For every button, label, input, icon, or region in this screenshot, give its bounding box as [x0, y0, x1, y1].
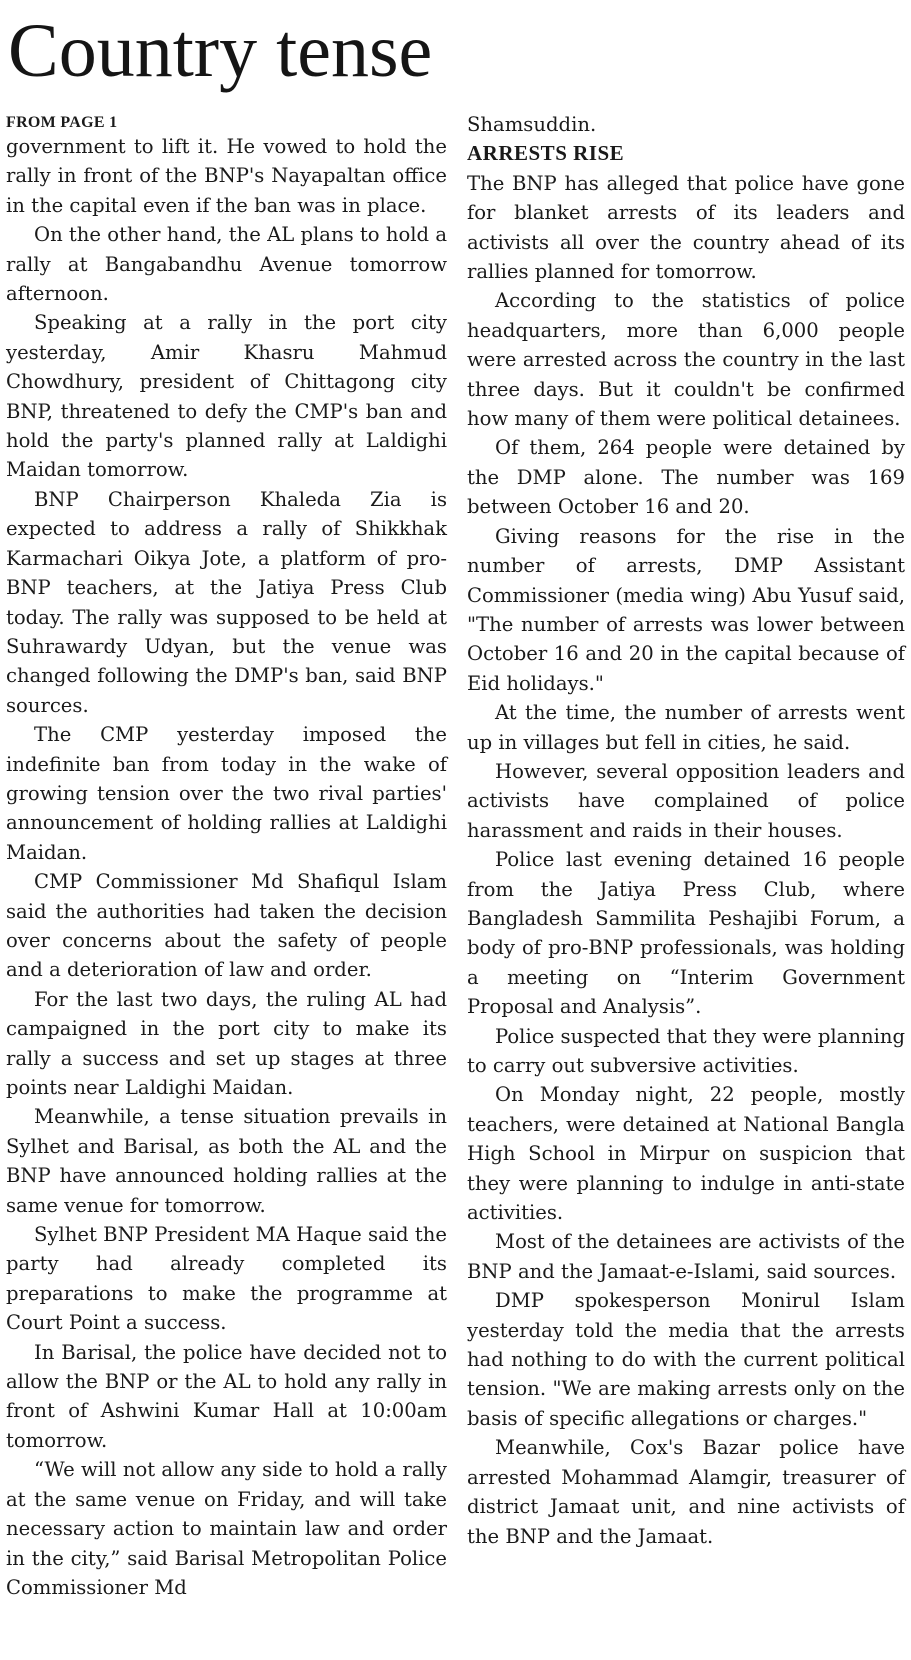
paragraph: Police last evening detained 16 people from the Jatiya Press Club, where Bangladesh Sammilita Peshajibi Forum, a body of pro-BNP professionals, was holding a meeting on “Interim Government Proposal and Analysis”. — [467, 848, 905, 1019]
paragraph: The CMP yesterday imposed the indefinite ban from today in the wake of growing tension over the two rival parties' announcement of holding rallies at Laldighi Maidan. — [6, 723, 447, 864]
paragraph: Of them, 264 people were detained by the DMP alone. The number was 169 between October 16 and 20. — [467, 436, 905, 519]
paragraph: Sylhet BNP President MA Haque said the party had already completed its preparations to make the programme at Court Point a success. — [6, 1223, 447, 1335]
kicker: FROM PAGE 1 — [6, 114, 118, 131]
paragraph: The BNP has alleged that police have gone for blanket arrests of its leaders and activists all over the country ahead of its rallies planned for tomorrow. — [467, 171, 905, 284]
right-column — [467, 110, 905, 1551]
paragraph: At the time, the number of arrests went up in villages but fell in cities, he said. — [467, 701, 905, 754]
paragraph-continuation: Shamsuddin. — [467, 113, 597, 136]
paragraph: BNP Chairperson Khaleda Zia is expected to address a rally of Shikkhak Karmachari Oikya Jote, a platform of pro-BNP teachers, at the Jatiya Press Club today. The rally was supposed to be held at Suhrawardy Udyan, but the venue was changed following the DMP's ban, said BNP sources. — [6, 487, 447, 717]
paragraph: Giving reasons for the rise in the number of arrests, DMP Assistant Commissioner (media wing) Abu Yusuf said, "The number of arrests was lower between October 16 and 20 in the capital because of Eid holidays." — [467, 524, 905, 695]
paragraph: DMP spokesperson Monirul Islam yesterday told the media that the arrests had nothing to do with the current political tension. "We are making arrests only on the basis of specific allegations or charges." — [467, 1289, 905, 1430]
paragraph: Speaking at a rally in the port city yesterday, Amir Khasru Mahmud Chowdhury, president of Chittagong city BNP, threatened to defy the CMP's ban and hold the party's planned rally at Laldighi Maidan tomorrow. — [6, 311, 447, 482]
paragraph: Meanwhile, Cox's Bazar police have arrested Mohammad Alamgir, treasurer of district Jamaat unit, and nine activists of the BNP and the Jamaat. — [467, 1436, 905, 1548]
paragraph: However, several opposition leaders and activists have complained of police harassment and raids in their houses. — [467, 759, 905, 842]
left-column — [6, 110, 447, 1602]
paragraph: In Barisal, the police have decided not to allow the BNP or the AL to hold any rally in front of Ashwini Kumar Hall at 10:00am tomorrow. — [6, 1340, 447, 1452]
paragraph: Police suspected that they were planning to carry out subversive activities. — [467, 1024, 905, 1077]
paragraph: “We will not allow any side to hold a rally at the same venue on Friday, and will take necessary action to maintain law and order in the city,” said Barisal Metropolitan Police Commissioner Md — [6, 1458, 447, 1599]
paragraph: Most of the detainees are activists of the BNP and the Jamaat-e-Islami, said sources. — [467, 1230, 905, 1283]
paragraph: On the other hand, the AL plans to hold a rally at Bangabandhu Avenue tomorrow afternoon. — [6, 223, 447, 306]
headline: Country tense — [8, 9, 433, 93]
subhead: ARRESTS RISE — [467, 141, 625, 166]
paragraph: government to lift it. He vowed to hold the rally in front of the BNP's Nayapaltan office in the capital even if the ban was in place. — [6, 135, 447, 217]
paragraph: Meanwhile, a tense situation prevails in Sylhet and Barisal, as both the AL and the BNP have announced holding rallies at the same venue for tomorrow. — [6, 1105, 447, 1217]
paragraph: According to the statistics of police headquarters, more than 6,000 people were arrested across the country in the last three days. But it couldn't be confirmed how many of them were political detainees. — [467, 289, 905, 431]
paragraph: CMP Commissioner Md Shafiqul Islam said the authorities had taken the decision over concerns about the safety of people and a deterioration of law and order. — [6, 870, 447, 982]
paragraph: For the last two days, the ruling AL had campaigned in the port city to make its rally a success and set up stages at three points near Laldighi Maidan. — [6, 987, 447, 1099]
paragraph: On Monday night, 22 people, mostly teachers, were detained at National Bangla High School in Mirpur on suspicion that they were planning to indulge in anti-state activities. — [467, 1083, 905, 1225]
